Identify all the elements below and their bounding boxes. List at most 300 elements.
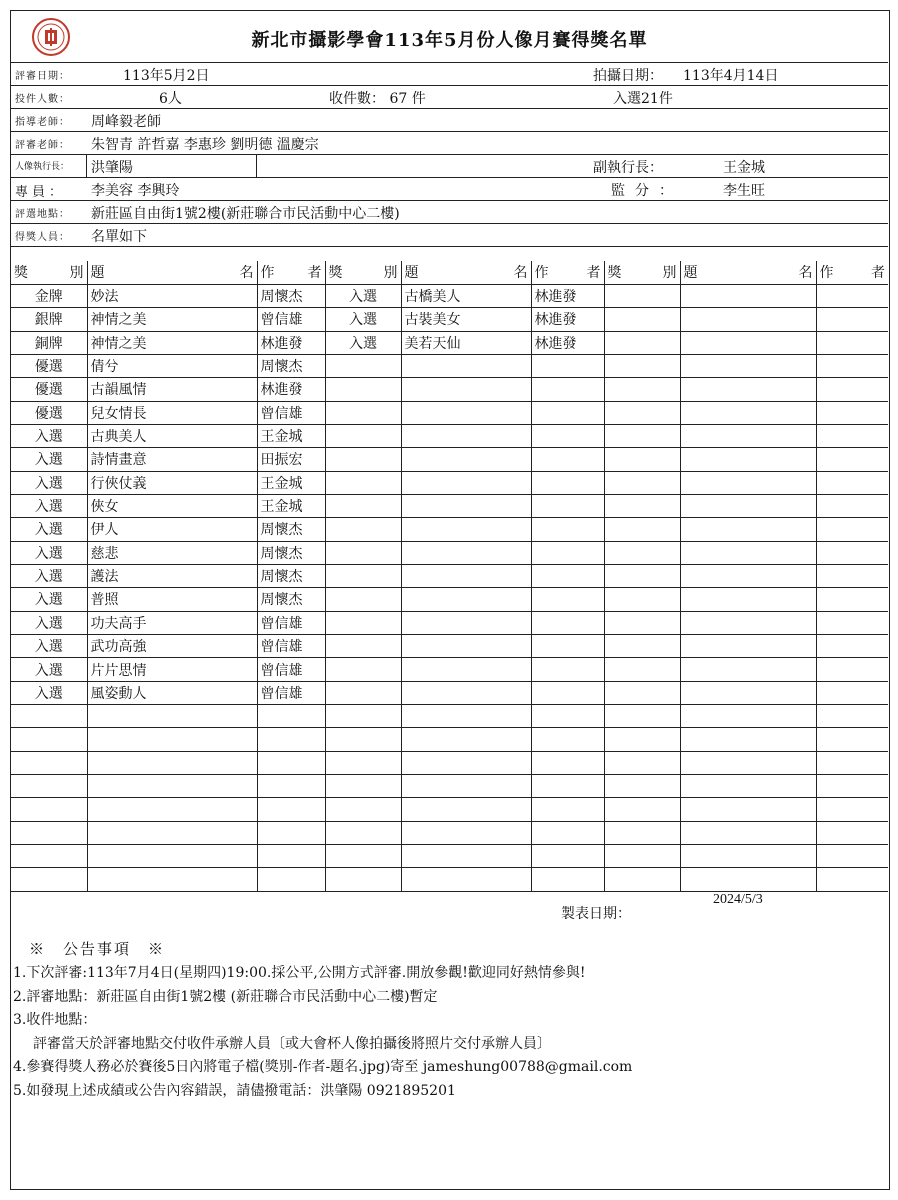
award-category-cell [325, 401, 401, 424]
award-author-cell: 林進發 [531, 308, 604, 331]
award-category-cell [325, 845, 401, 868]
award-title-cell [87, 845, 257, 868]
table-row [11, 471, 888, 494]
award-category-cell: 入選 [11, 564, 87, 587]
award-author-cell [816, 331, 888, 354]
award-category-cell: 入選 [11, 541, 87, 564]
exec-name: 洪肇陽 [91, 160, 133, 176]
award-category-cell [604, 424, 680, 447]
row-venue [11, 201, 888, 224]
award-category-cell: 金牌 [11, 284, 87, 307]
award-author-cell [816, 354, 888, 377]
award-author-cell: 林進發 [257, 331, 325, 354]
award-title-cell: 倩兮 [87, 354, 257, 377]
award-category-cell [604, 821, 680, 844]
award-category-cell: 入選 [11, 471, 87, 494]
table-row [11, 588, 888, 611]
instructor-name: 周峰毅老師 [91, 114, 161, 130]
award-category-cell [604, 308, 680, 331]
award-category-cell [604, 331, 680, 354]
award-title-cell [401, 845, 531, 868]
award-category-cell [325, 611, 401, 634]
award-title-cell: 普照 [87, 588, 257, 611]
award-title-cell [680, 471, 816, 494]
award-author-cell [531, 541, 604, 564]
table-row [11, 798, 888, 821]
award-title-cell: 武功高強 [87, 635, 257, 658]
award-category-cell [604, 494, 680, 517]
header-author: 作 者 [531, 261, 604, 284]
award-title-cell [680, 658, 816, 681]
award-category-cell [604, 681, 680, 704]
award-title-cell [680, 868, 816, 891]
award-category-cell [325, 728, 401, 751]
award-title-cell [680, 681, 816, 704]
award-author-cell [257, 845, 325, 868]
winners-note: 名單如下 [91, 229, 147, 245]
exec-label: 人像執行長： [15, 162, 70, 172]
award-author-cell [257, 821, 325, 844]
judges-names: 朱智青 許哲嘉 李惠珍 劉明德 溫慶宗 [91, 137, 319, 153]
award-category-cell: 入選 [11, 424, 87, 447]
table-row [11, 775, 888, 798]
row-staff [11, 178, 888, 201]
award-title-cell [680, 378, 816, 401]
notice-title: ※ 公告事項 ※ [29, 940, 166, 958]
award-title-cell [680, 541, 816, 564]
table-header-row [11, 261, 888, 284]
award-title-cell [680, 494, 816, 517]
award-author-cell [816, 658, 888, 681]
award-title-cell [87, 775, 257, 798]
award-title-cell [680, 635, 816, 658]
award-author-cell [816, 424, 888, 447]
award-category-cell: 入選 [11, 588, 87, 611]
award-author-cell [531, 868, 604, 891]
award-category-cell: 入選 [325, 331, 401, 354]
award-category-cell [11, 775, 87, 798]
table-row [11, 448, 888, 471]
page-title: 新北市攝影學會113年5月份人像月賽得獎名單 [251, 30, 648, 51]
award-category-cell [325, 588, 401, 611]
award-title-cell [401, 378, 531, 401]
table-row [11, 681, 888, 704]
award-category-cell: 優選 [11, 401, 87, 424]
award-category-cell [604, 798, 680, 821]
award-author-cell: 林進發 [531, 331, 604, 354]
award-author-cell: 周懷杰 [257, 541, 325, 564]
award-author-cell [257, 775, 325, 798]
header-author: 作 者 [257, 261, 325, 284]
award-category-cell [604, 728, 680, 751]
winners-label: 得獎人員： [15, 232, 70, 243]
table-row [11, 728, 888, 751]
award-author-cell: 曾信雄 [257, 658, 325, 681]
award-title-cell [680, 705, 816, 728]
table-row [11, 354, 888, 377]
award-author-cell: 田振宏 [257, 448, 325, 471]
award-category-cell [604, 868, 680, 891]
award-author-cell [816, 401, 888, 424]
award-category-cell [604, 658, 680, 681]
award-title-cell [680, 424, 816, 447]
award-category-cell [325, 378, 401, 401]
award-category-cell [325, 751, 401, 774]
award-title-cell [401, 658, 531, 681]
row-executives [11, 155, 888, 178]
award-category-cell: 入選 [325, 308, 401, 331]
award-title-cell [680, 564, 816, 587]
instructor-label: 指導老師： [15, 117, 70, 128]
award-author-cell [816, 798, 888, 821]
award-category-cell [325, 868, 401, 891]
award-author-cell [816, 494, 888, 517]
award-category-cell: 入選 [11, 494, 87, 517]
award-category-cell [325, 354, 401, 377]
award-category-cell [325, 471, 401, 494]
award-author-cell [531, 751, 604, 774]
notice-item: 3.收件地點： [13, 1012, 97, 1028]
award-category-cell: 入選 [11, 681, 87, 704]
award-title-cell [401, 448, 531, 471]
award-author-cell: 曾信雄 [257, 401, 325, 424]
header-author: 作 者 [816, 261, 888, 284]
award-category-cell [604, 635, 680, 658]
award-title-cell [401, 424, 531, 447]
award-author-cell: 周懷杰 [257, 588, 325, 611]
award-title-cell [680, 775, 816, 798]
award-title-cell: 神情之美 [87, 331, 257, 354]
award-category-cell [325, 541, 401, 564]
award-title-cell [401, 518, 531, 541]
award-title-cell [680, 331, 816, 354]
award-author-cell [531, 448, 604, 471]
award-author-cell [816, 611, 888, 634]
submitters-count: 6人 [159, 91, 182, 107]
award-category-cell: 入選 [11, 658, 87, 681]
award-author-cell: 周懷杰 [257, 354, 325, 377]
award-author-cell [816, 518, 888, 541]
award-category-cell [325, 635, 401, 658]
header-title: 題 名 [680, 261, 816, 284]
award-category-cell [604, 588, 680, 611]
award-author-cell: 王金城 [257, 424, 325, 447]
award-title-cell: 詩情畫意 [87, 448, 257, 471]
award-author-cell [531, 494, 604, 517]
award-title-cell [680, 751, 816, 774]
award-category-cell: 入選 [11, 448, 87, 471]
venue-label: 評選地點： [15, 209, 70, 220]
award-title-cell [680, 821, 816, 844]
award-category-cell [604, 448, 680, 471]
award-author-cell [531, 728, 604, 751]
award-title-cell [680, 284, 816, 307]
review-date-label: 評審日期： [15, 71, 70, 82]
award-author-cell [816, 775, 888, 798]
award-author-cell [816, 308, 888, 331]
judges-label: 評審老師： [15, 140, 70, 151]
award-title-cell [87, 821, 257, 844]
award-title-cell: 神情之美 [87, 308, 257, 331]
award-category-cell [325, 518, 401, 541]
award-title-cell [401, 635, 531, 658]
received-count: 收件數： 67 件 [329, 91, 426, 107]
award-title-cell: 古韻風情 [87, 378, 257, 401]
table-row [11, 611, 888, 634]
table-row [11, 424, 888, 447]
table-row [11, 378, 888, 401]
award-author-cell [816, 728, 888, 751]
award-author-cell [531, 518, 604, 541]
scoring-name: 李生旺 [723, 183, 765, 199]
award-author-cell [531, 658, 604, 681]
table-row [11, 658, 888, 681]
award-title-cell [680, 728, 816, 751]
award-title-cell: 護法 [87, 564, 257, 587]
award-category-cell [604, 518, 680, 541]
award-category-cell [604, 751, 680, 774]
award-category-cell [604, 378, 680, 401]
award-category-cell [325, 658, 401, 681]
notice-item: 4.參賽得獎人務必於賽後5日內將電子檔(獎別-作者-題名.jpg)寄至 jameshung00788@gmail.com [13, 1059, 633, 1075]
award-title-cell [401, 494, 531, 517]
award-category-cell: 銀牌 [11, 308, 87, 331]
award-category-cell [604, 471, 680, 494]
table-row [11, 821, 888, 844]
award-category-cell [11, 821, 87, 844]
award-title-cell [401, 775, 531, 798]
award-title-cell [680, 611, 816, 634]
table-row [11, 541, 888, 564]
award-author-cell [257, 751, 325, 774]
award-title-cell [680, 845, 816, 868]
award-author-cell: 曾信雄 [257, 681, 325, 704]
table-row [11, 494, 888, 517]
award-title-cell: 兒女情長 [87, 401, 257, 424]
header-title: 題 名 [401, 261, 531, 284]
selected-count: 入選21件 [613, 91, 673, 107]
award-author-cell [531, 775, 604, 798]
award-title-cell [401, 681, 531, 704]
row-review-date [11, 63, 888, 86]
award-title-cell [680, 588, 816, 611]
award-title-cell: 古裝美女 [401, 308, 531, 331]
award-author-cell: 周懷杰 [257, 518, 325, 541]
award-category-cell [11, 728, 87, 751]
award-category-cell [325, 705, 401, 728]
award-title-cell [680, 448, 816, 471]
award-title-cell [401, 798, 531, 821]
award-author-cell [257, 798, 325, 821]
award-author-cell: 王金城 [257, 471, 325, 494]
award-category-cell [11, 751, 87, 774]
notice-item: 2.評審地點：新莊區自由街1號2樓 (新莊聯合市民活動中心二樓)暫定 [13, 989, 438, 1005]
award-title-cell [401, 401, 531, 424]
award-author-cell: 周懷杰 [257, 284, 325, 307]
table-row [11, 845, 888, 868]
award-author-cell [816, 471, 888, 494]
award-title-cell: 風姿動人 [87, 681, 257, 704]
row-winners [11, 224, 888, 247]
award-category-cell: 入選 [11, 518, 87, 541]
award-author-cell [816, 751, 888, 774]
award-author-cell [816, 448, 888, 471]
award-author-cell [257, 868, 325, 891]
table-row [11, 331, 888, 354]
table-row [11, 284, 888, 307]
table-row [11, 635, 888, 658]
award-author-cell [816, 705, 888, 728]
award-title-cell [401, 868, 531, 891]
award-title-cell [680, 401, 816, 424]
award-author-cell [816, 378, 888, 401]
award-author-cell [257, 728, 325, 751]
award-category-cell [604, 705, 680, 728]
award-title-cell [401, 541, 531, 564]
award-author-cell [816, 541, 888, 564]
award-category-cell [604, 401, 680, 424]
award-author-cell [531, 611, 604, 634]
table-row [11, 868, 888, 891]
award-category-cell [11, 868, 87, 891]
award-category-cell: 入選 [325, 284, 401, 307]
award-author-cell [531, 798, 604, 821]
header-category: 獎 別 [325, 261, 401, 284]
award-title-cell [401, 611, 531, 634]
award-author-cell [816, 681, 888, 704]
row-instructor [11, 109, 888, 132]
table-row [11, 705, 888, 728]
shoot-date-label: 拍攝日期： [593, 68, 663, 84]
award-author-cell [531, 705, 604, 728]
notice-item: 5.如發現上述成績或公告內容錯誤，請儘撥電話：洪肇陽 0921895201 [13, 1083, 456, 1099]
award-author-cell [816, 821, 888, 844]
award-category-cell [325, 564, 401, 587]
award-author-cell [531, 588, 604, 611]
made-date: 2024/5/3 [713, 892, 763, 907]
award-category-cell [325, 424, 401, 447]
award-author-cell [816, 845, 888, 868]
award-category-cell [325, 448, 401, 471]
award-category-cell [11, 845, 87, 868]
header-category: 獎 別 [604, 261, 680, 284]
table-row [11, 564, 888, 587]
award-title-cell [401, 564, 531, 587]
header-category: 獎 別 [11, 261, 87, 284]
award-category-cell [604, 541, 680, 564]
award-title-cell: 古橋美人 [401, 284, 531, 307]
vice-exec-label: 副執行長： [593, 160, 663, 176]
award-category-cell [604, 845, 680, 868]
award-title-cell [87, 868, 257, 891]
award-category-cell [604, 354, 680, 377]
award-title-cell [87, 798, 257, 821]
shoot-date: 113年4月14日 [683, 68, 779, 84]
staff-names: 李美容 李興玲 [91, 183, 180, 199]
award-title-cell: 伊人 [87, 518, 257, 541]
award-category-cell [604, 564, 680, 587]
award-category-cell: 優選 [11, 354, 87, 377]
vice-exec-name: 王金城 [723, 160, 765, 176]
table-row [11, 308, 888, 331]
scoring-label: 監分： [611, 183, 683, 199]
award-title-cell [87, 728, 257, 751]
review-date: 113年5月2日 [123, 68, 210, 84]
award-title-cell [401, 751, 531, 774]
award-author-cell [531, 681, 604, 704]
award-author-cell: 周懷杰 [257, 564, 325, 587]
award-author-cell [816, 588, 888, 611]
submitters-label: 投件人數： [15, 94, 70, 105]
award-title-cell [680, 518, 816, 541]
award-category-cell [604, 611, 680, 634]
award-category-cell: 優選 [11, 378, 87, 401]
award-category-cell [11, 705, 87, 728]
award-author-cell [816, 284, 888, 307]
award-author-cell: 林進發 [531, 284, 604, 307]
awards-table [11, 261, 888, 892]
award-category-cell [325, 775, 401, 798]
award-title-cell: 美若天仙 [401, 331, 531, 354]
notice-item: 評審當天於評審地點交付收件承辦人員〔或大會杯人像拍攝後將照片交付承辦人員〕 [33, 1036, 551, 1052]
award-title-cell: 功夫高手 [87, 611, 257, 634]
award-category-cell: 入選 [11, 635, 87, 658]
award-title-cell [680, 308, 816, 331]
award-category-cell [604, 775, 680, 798]
award-category-cell [325, 798, 401, 821]
venue-address: 新莊區自由街1號2樓(新莊聯合市民活動中心二樓) [91, 206, 400, 222]
header-title: 題 名 [87, 261, 257, 284]
award-author-cell: 曾信雄 [257, 611, 325, 634]
award-title-cell [680, 798, 816, 821]
notice-item: 1.下次評審:113年7月4日(星期四)19:00.採公平,公開方式評審.開放參觀!歡迎同好熱情參與! [13, 965, 586, 981]
award-title-cell: 古典美人 [87, 424, 257, 447]
table-row [11, 518, 888, 541]
award-category-cell [325, 821, 401, 844]
award-title-cell [401, 728, 531, 751]
award-category-cell [325, 681, 401, 704]
award-title-cell [87, 751, 257, 774]
award-author-cell [531, 378, 604, 401]
award-author-cell [816, 635, 888, 658]
row-submissions [11, 86, 888, 109]
award-title-cell [401, 354, 531, 377]
award-title-cell: 慈悲 [87, 541, 257, 564]
award-title-cell: 妙法 [87, 284, 257, 307]
award-author-cell [531, 821, 604, 844]
award-title-cell [401, 471, 531, 494]
row-judges [11, 132, 888, 155]
award-author-cell [531, 635, 604, 658]
award-author-cell: 林進發 [257, 378, 325, 401]
award-author-cell [816, 868, 888, 891]
award-title-cell [680, 354, 816, 377]
award-author-cell: 曾信雄 [257, 635, 325, 658]
award-title-cell [401, 821, 531, 844]
award-category-cell [604, 284, 680, 307]
staff-label: 專員： [15, 185, 67, 200]
award-category-cell: 銅牌 [11, 331, 87, 354]
table-row [11, 401, 888, 424]
made-date-label: 製表日期： [561, 906, 631, 922]
award-title-cell [87, 705, 257, 728]
award-author-cell [531, 401, 604, 424]
award-category-cell [325, 494, 401, 517]
title-row [11, 11, 888, 63]
award-author-cell [531, 564, 604, 587]
table-row [11, 751, 888, 774]
award-title-cell: 片片思情 [87, 658, 257, 681]
